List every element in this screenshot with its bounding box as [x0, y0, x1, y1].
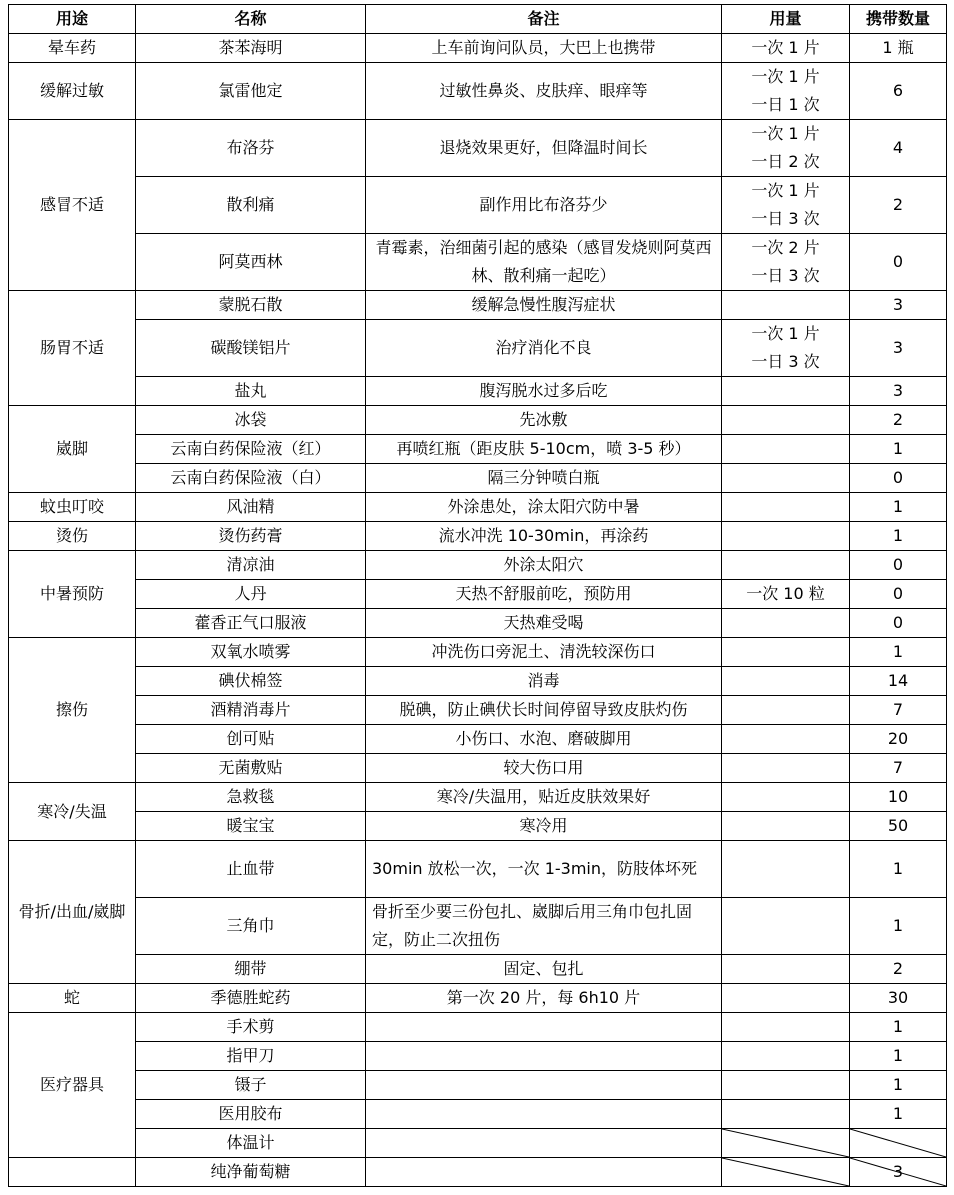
- name-cell: 创可贴: [136, 725, 366, 754]
- qty-cell: 1: [850, 1100, 947, 1129]
- qty-cell: 1: [850, 841, 947, 898]
- dosage-cell: [722, 234, 850, 291]
- qty-cell: 10: [850, 783, 947, 812]
- diagonal-line-icon: [850, 1129, 946, 1157]
- dosage-cell: [722, 955, 850, 984]
- qty-cell: 2: [850, 955, 947, 984]
- dosage-cell: [722, 63, 850, 120]
- dosage-cell: [722, 783, 850, 812]
- table-row: [9, 1100, 947, 1129]
- note-cell: 小伤口、水泡、磨破脚用: [366, 725, 722, 754]
- dosage-cell: [722, 754, 850, 783]
- name-cell: 云南白药保险液（红）: [136, 435, 366, 464]
- name-cell: 手术剪: [136, 1013, 366, 1042]
- note-cell: 固定、包扎: [366, 955, 722, 984]
- qty-cell-crossed: 3: [850, 1158, 947, 1187]
- table-row: [9, 291, 947, 320]
- qty-cell: 30: [850, 984, 947, 1013]
- qty-cell: 3: [850, 291, 947, 320]
- table-row: [9, 725, 947, 754]
- qty-cell: 2: [850, 406, 947, 435]
- dosage-cell: [722, 1100, 850, 1129]
- table-row: [9, 580, 947, 609]
- dosage-cell: 一次 1 片: [722, 34, 850, 63]
- qty-cell: 1: [850, 1071, 947, 1100]
- table-row: [9, 435, 947, 464]
- header-category: 用途: [9, 5, 136, 34]
- qty-cell: 4: [850, 120, 947, 177]
- qty-cell: 1 瓶: [850, 34, 947, 63]
- table-row: [9, 120, 947, 177]
- note-cell: 脱碘，防止碘伏长时间停留导致皮肤灼伤: [366, 696, 722, 725]
- header-row: [9, 5, 947, 34]
- table-row: [9, 34, 947, 63]
- table-row: [9, 638, 947, 667]
- table-row: [9, 1129, 947, 1158]
- qty-cell: 1: [850, 1042, 947, 1071]
- name-cell: 暖宝宝: [136, 812, 366, 841]
- note-cell: 外涂太阳穴: [366, 551, 722, 580]
- note-cell: 骨折至少要三份包扎、崴脚后用三角巾包扎固定，防止二次扭伤: [366, 898, 722, 955]
- dosage-cell: [722, 1013, 850, 1042]
- qty-cell: 1: [850, 522, 947, 551]
- dosage-cell: [722, 435, 850, 464]
- name-cell: 烫伤药膏: [136, 522, 366, 551]
- name-cell: 三角巾: [136, 898, 366, 955]
- note-cell: 寒冷/失温用，贴近皮肤效果好: [366, 783, 722, 812]
- qty-cell: 0: [850, 580, 947, 609]
- table-row: [9, 320, 947, 377]
- name-cell: 镊子: [136, 1071, 366, 1100]
- qty-cell: 7: [850, 754, 947, 783]
- dosage-cell: [722, 898, 850, 955]
- note-cell: 再喷红瓶（距皮肤 5-10cm，喷 3-5 秒）: [366, 435, 722, 464]
- note-cell: 青霉素，治细菌引起的感染（感冒发烧则阿莫西林、散利痛一起吃）: [366, 234, 722, 291]
- category-cell: 寒冷/失温: [9, 783, 136, 841]
- table-row: [9, 63, 947, 120]
- dosage-cell: [722, 320, 850, 377]
- dosage-cell: [722, 464, 850, 493]
- table-row: [9, 522, 947, 551]
- table-row: [9, 754, 947, 783]
- name-cell: 风油精: [136, 493, 366, 522]
- dosage-cell: [722, 609, 850, 638]
- note-cell: 流水冲洗 10-30min，再涂药: [366, 522, 722, 551]
- table-row: [9, 377, 947, 406]
- name-cell: 酒精消毒片: [136, 696, 366, 725]
- category-cell: 骨折/出血/崴脚: [9, 841, 136, 984]
- qty-cell: 1: [850, 898, 947, 955]
- note-cell: 过敏性鼻炎、皮肤痒、眼痒等: [366, 63, 722, 120]
- dosage-cell-crossed: [722, 1129, 850, 1158]
- medicine-table-container: [8, 4, 947, 1187]
- qty-cell: 1: [850, 1013, 947, 1042]
- qty-cell: 3: [850, 377, 947, 406]
- header-note: 备注: [366, 5, 722, 34]
- table-row: [9, 1071, 947, 1100]
- category-cell: 肠胃不适: [9, 291, 136, 406]
- qty-cell: 1: [850, 435, 947, 464]
- qty-cell: 0: [850, 464, 947, 493]
- category-cell: 烫伤: [9, 522, 136, 551]
- note-cell: [366, 1071, 722, 1100]
- dosage-cell: [722, 841, 850, 898]
- name-cell: 冰袋: [136, 406, 366, 435]
- medicine-table: [8, 4, 947, 1187]
- name-cell: 急救毯: [136, 783, 366, 812]
- table-row: [9, 984, 947, 1013]
- dosage-cell-crossed: [722, 1158, 850, 1187]
- qty-cell: 20: [850, 725, 947, 754]
- category-cell: 缓解过敏: [9, 63, 136, 120]
- qty-cell: 1: [850, 493, 947, 522]
- note-cell: [366, 1013, 722, 1042]
- qty-cell: 3: [850, 320, 947, 377]
- table-row: [9, 783, 947, 812]
- note-cell: 退烧效果更好，但降温时间长: [366, 120, 722, 177]
- note-cell: 缓解急慢性腹泻症状: [366, 291, 722, 320]
- note-cell: 冲洗伤口旁泥土、清洗较深伤口: [366, 638, 722, 667]
- table-row: [9, 1042, 947, 1071]
- note-cell: 先冰敷: [366, 406, 722, 435]
- qty-cell: 0: [850, 609, 947, 638]
- name-cell: 双氧水喷雾: [136, 638, 366, 667]
- name-cell: 清凉油: [136, 551, 366, 580]
- table-row: [9, 841, 947, 898]
- dosage-cell: [722, 1071, 850, 1100]
- name-cell: 绷带: [136, 955, 366, 984]
- name-cell: 碘伏棉签: [136, 667, 366, 696]
- dosage-cell: [722, 493, 850, 522]
- note-cell: [366, 1100, 722, 1129]
- dosage-cell: [722, 1042, 850, 1071]
- category-cell: 中暑预防: [9, 551, 136, 638]
- note-cell: 天热难受喝: [366, 609, 722, 638]
- name-cell: 云南白药保险液（白）: [136, 464, 366, 493]
- dosage-line: 一次 1 片 一日 3 次: [751, 324, 820, 371]
- dosage-line: 一次 1 片 一日 3 次: [751, 181, 820, 228]
- table-row: [9, 667, 947, 696]
- name-cell: 蒙脱石散: [136, 291, 366, 320]
- name-cell: 藿香正气口服液: [136, 609, 366, 638]
- note-cell: 30min 放松一次，一次 1-3min，防肢体坏死: [366, 841, 722, 898]
- note-cell: 副作用比布洛芬少: [366, 177, 722, 234]
- table-row: [9, 696, 947, 725]
- qty-cell: 7: [850, 696, 947, 725]
- name-cell: 布洛芬: [136, 120, 366, 177]
- diagonal-line-icon: [722, 1158, 849, 1186]
- dosage-line: 一次 1 片 一日 2 次: [751, 124, 820, 171]
- dosage-cell: [722, 696, 850, 725]
- qty-cell: 0: [850, 234, 947, 291]
- dosage-cell: [722, 725, 850, 754]
- note-cell: 隔三分钟喷白瓶: [366, 464, 722, 493]
- note-cell: 上车前询问队员，大巴上也携带: [366, 34, 722, 63]
- dosage-line: 一次 1 片 一日 1 次: [751, 67, 820, 114]
- header-dosage: 用量: [722, 5, 850, 34]
- header-qty: 携带数量: [850, 5, 947, 34]
- qty-cell-crossed: [850, 1129, 947, 1158]
- dosage-cell: [722, 984, 850, 1013]
- dosage-cell: [722, 551, 850, 580]
- note-cell: 天热不舒服前吃，预防用: [366, 580, 722, 609]
- name-cell: 茶苯海明: [136, 34, 366, 63]
- note-cell: 较大伤口用: [366, 754, 722, 783]
- header-name: 名称: [136, 5, 366, 34]
- name-cell: 体温计: [136, 1129, 366, 1158]
- name-cell: 碳酸镁铝片: [136, 320, 366, 377]
- note-cell: 消毒: [366, 667, 722, 696]
- table-row: [9, 955, 947, 984]
- name-cell: 医用胶布: [136, 1100, 366, 1129]
- dosage-cell: [722, 667, 850, 696]
- note-cell: 第一次 20 片，每 6h10 片: [366, 984, 722, 1013]
- note-cell: 外涂患处，涂太阳穴防中暑: [366, 493, 722, 522]
- name-cell: 人丹: [136, 580, 366, 609]
- name-cell: 纯净葡萄糖: [136, 1158, 366, 1187]
- dosage-cell: [722, 291, 850, 320]
- table-row: [9, 812, 947, 841]
- name-cell: 无菌敷贴: [136, 754, 366, 783]
- category-cell: 医疗器具: [9, 1013, 136, 1158]
- dosage-cell: [722, 522, 850, 551]
- dosage-cell: [722, 120, 850, 177]
- qty-cell: 6: [850, 63, 947, 120]
- dosage-cell: 一次 10 粒: [722, 580, 850, 609]
- name-cell: 季德胜蛇药: [136, 984, 366, 1013]
- qty-cell: 50: [850, 812, 947, 841]
- table-row: [9, 406, 947, 435]
- category-cell: 感冒不适: [9, 120, 136, 291]
- dosage-cell: [722, 638, 850, 667]
- category-cell: 蚊虫叮咬: [9, 493, 136, 522]
- dosage-cell: [722, 177, 850, 234]
- name-cell: 氯雷他定: [136, 63, 366, 120]
- table-row: [9, 493, 947, 522]
- category-cell: [9, 1158, 136, 1187]
- dosage-cell: [722, 406, 850, 435]
- name-cell: 散利痛: [136, 177, 366, 234]
- qty-cell: 1: [850, 638, 947, 667]
- table-row: [9, 1158, 947, 1187]
- name-cell: 阿莫西林: [136, 234, 366, 291]
- table-row: [9, 464, 947, 493]
- category-cell: 蛇: [9, 984, 136, 1013]
- name-cell: 指甲刀: [136, 1042, 366, 1071]
- table-row: [9, 177, 947, 234]
- table-row: [9, 234, 947, 291]
- name-cell: 止血带: [136, 841, 366, 898]
- note-cell: 腹泻脱水过多后吃: [366, 377, 722, 406]
- name-cell: 盐丸: [136, 377, 366, 406]
- table-row: [9, 609, 947, 638]
- qty-cell: 14: [850, 667, 947, 696]
- category-cell: 崴脚: [9, 406, 136, 493]
- note-cell: [366, 1129, 722, 1158]
- diagonal-line-icon: [722, 1129, 849, 1157]
- qty-cell: 0: [850, 551, 947, 580]
- dosage-cell: [722, 377, 850, 406]
- note-cell: 治疗消化不良: [366, 320, 722, 377]
- table-row: [9, 551, 947, 580]
- note-cell: 寒冷用: [366, 812, 722, 841]
- note-cell: [366, 1158, 722, 1187]
- dosage-line: 一次 2 片 一日 3 次: [751, 238, 820, 285]
- category-cell: 擦伤: [9, 638, 136, 783]
- dosage-cell: [722, 812, 850, 841]
- table-row: [9, 1013, 947, 1042]
- note-cell: [366, 1042, 722, 1071]
- qty-cell: 2: [850, 177, 947, 234]
- category-cell: 晕车药: [9, 34, 136, 63]
- table-row: [9, 898, 947, 955]
